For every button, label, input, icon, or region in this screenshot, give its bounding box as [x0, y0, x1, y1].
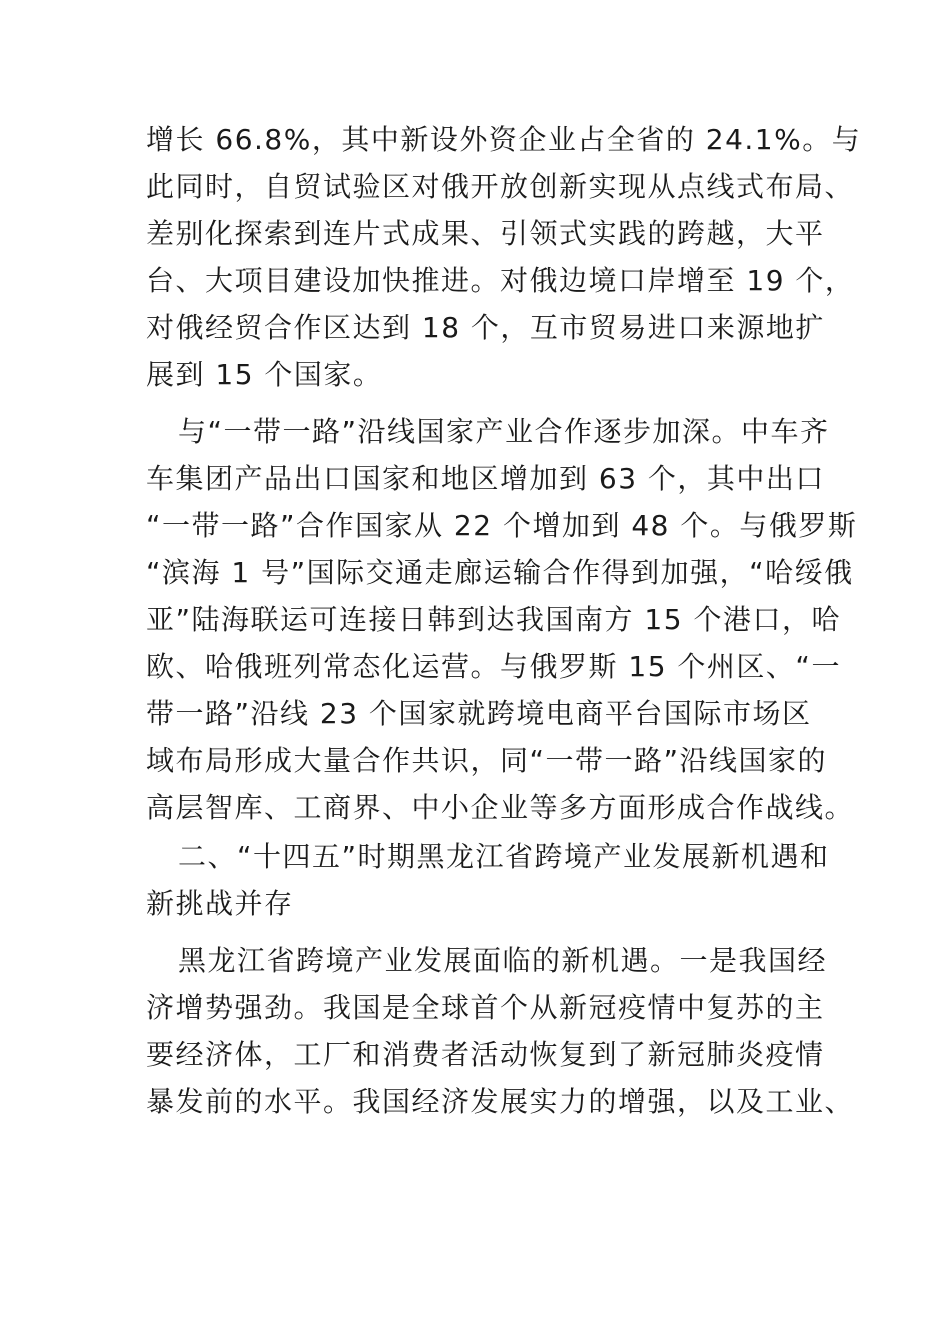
p2-line-1: 与“一带一路”沿线国家产业合作逐步加深。中车齐: [178, 415, 830, 448]
p2-line-4: “滨海 1 号”国际交通走廊运输合作得到加强，“哈绥俄: [146, 556, 854, 589]
p1-line-4: 台、大项目建设加快推进。对俄边境口岸增至 19 个，: [146, 264, 855, 297]
p3-line-4: 暴发前的水平。我国经济发展实力的增强，以及工业、: [146, 1085, 855, 1118]
p3-line-3: 要经济体，工厂和消费者活动恢复到了新冠肺炎疫情: [146, 1038, 825, 1071]
p2-line-6: 欧、哈俄班列常态化运营。与俄罗斯 15 个州区、“一: [146, 650, 841, 683]
p3-line-2: 济增势强劲。我国是全球首个从新冠疫情中复苏的主: [146, 991, 825, 1024]
p3-line-1: 黑龙江省跨境产业发展面临的新机遇。一是我国经: [178, 944, 828, 977]
p2-line-3: “一带一路”合作国家从 22 个增加到 48 个。与俄罗斯: [146, 509, 858, 542]
section-heading-line-2: 新挑战并存: [146, 887, 294, 920]
p2-line-9: 高层智库、工商界、中小企业等多方面形成合作战线。: [146, 791, 855, 824]
p1-line-5: 对俄经贸合作区达到 18 个，互市贸易进口来源地扩: [146, 311, 825, 344]
p2-line-7: 带一路”沿线 23 个国家就跨境电商平台国际市场区: [146, 697, 812, 730]
p1-line-6: 展到 15 个国家。: [146, 358, 383, 391]
p1-line-1: 增长 66.8%，其中新设外资企业占全省的 24.1%。与: [146, 123, 862, 156]
p1-line-2: 此同时，自贸试验区对俄开放创新实现从点线式布局、: [146, 170, 855, 203]
p2-line-2: 车集团产品出口国家和地区增加到 63 个，其中出口: [146, 462, 825, 495]
p1-line-3: 差别化探索到连片式成果、引领式实践的跨越，大平: [146, 217, 825, 250]
p2-line-8: 域布局形成大量合作共识，同“一带一路”沿线国家的: [146, 744, 828, 777]
p2-line-5: 亚”陆海联运可连接日韩到达我国南方 15 个港口，哈: [146, 603, 841, 636]
section-heading-line-1: 二、“十四五”时期黑龙江省跨境产业发展新机遇和: [178, 840, 830, 873]
